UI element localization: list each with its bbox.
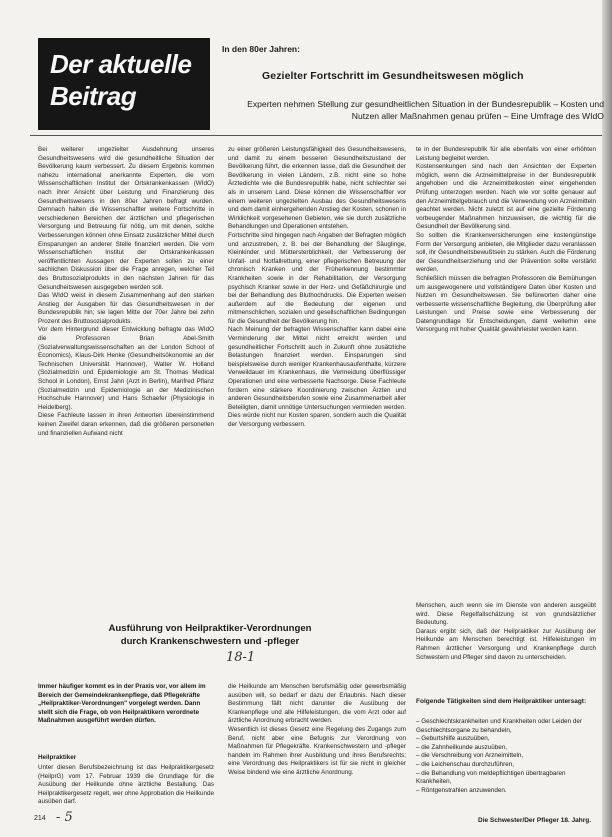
- column-1-text: Bei weiterer ungezielter Ausdehnung unseres Gesundheitswesens wird die gesundheitliche Situation der Bevölkerung kaum verbessert. Zu diesem Ergebnis kommen nahezu international anerkannte Experten, die vom Wissenschaftlichen Institut der Ortskrankenkassen (WIdO) nach ihrer Ansicht über Leistung und Finanzierung des Gesundheitswesens in den 80er Jahren befragt wurden. Demnach halten die Wissenschaftler weitere Fortschritte in verschiedenen Bereichen der ärztlichen und pflegerischen Versorgung und Betreuung für nötig, um mit denen, solche Verbesserungen können ohne Einsatz zusätzlicher Mittel durch Einsparungen an anderer Stelle finanziert werden. Die vom Wissenschaftlichen Institut der Ortskrankenkassen veröffentlichten Aussagen der Experten sollen zu einer sachlichen Diskussion über die Frage anregen, welcher Teil des Bruttosozialprodukts in den nächsten Jahren für das Gesundheitswesen ausgegeben werden soll. Das WIdO weist in diesem Zusammenhang auf den starken Anstieg der Ausgaben für das Gesundheitswesen in der Bundesrepublik hin; sie lagen Mitte der 70er Jahre bei zehn Prozent des Bruttosozialprodukts. Vor dem Hintergrund dieser Entwicklung befragte das WIdO die Professoren Brian Abel-Smith (Sozialverwaltungswissenschaften an der London School of Economics), Klaus-Dirk Henke (Gesundheitsökonomie an der Technischen Universität Hannover), Walter W. Holland (Sozialmedizin und Epidemiologie am St. Thomas Medical School in London), Ernst Jahn (Arzt in Berlin), Manfred Pflanz (Sozialmedizin und Epidemiologie an der Medizinischen Hochschule Hannover) und Hans Schaefer (Physiologie in Heidelberg). Diese Fachleute lassen in ihren Antworten übereinstimmend keinen Zweifel daran erkennen, daß die größeren personellen und finanziellen Aufwand nicht: [38, 146, 214, 437]
- column-3-text: te in der Bundesrepublik für alle ebenfalls von einer erhöhten Leistung begleitet werden. Kostensenkungen sind nach den Ansichten der Experten möglich, wenn die Arzneimittelpreise in der Bundesrepublik angehoben und die Arzneimittelkosten einer eingehenden Prüfung unterzogen werden. Nach wie vor sollte genauer auf den Arzneimittelgebrauch und die Verwendung von Arzneimitteln geachtet werden. Nicht zuletzt ist auf eine gezielte Förderung vorbeugender Maßnahmen hinzuweisen, die wichtig für die Gesundheit der Bevölkerung sind. So sollten die Krankenversicherungen eine kostengünstige Form der Versorgung anbieten, die Mitglieder dazu veranlassen soll, ihr Gesundheitsbewußtsein zu stärken. Auch die Förderung der Gesundheitserziehung und der Prävention sollte verstärkt werden. Schließlich müssen die befragten Professoren die Bemühungen um ausgewogenere und vollständigere Daten über Kosten und Nutzen im Gesundheitswesen. Sie befürworten daher eine verbesserte wissenschaftliche Begleitung, die Überprüfung aller Leistungen und Preise sowie eine Verbesserung der Datengrundlage für Entscheidungen, damit weiterhin eine Versorgung mit hoher Qualität gewährleistet werden kann.: [416, 146, 596, 334]
- page-edge-shadow: [602, 0, 612, 837]
- article2-intro: Immer häufiger kommt es in der Praxis vor, vor allem im Bereich der Gemeindekrankenpflege, daß Pflegekräfte „Heilpraktiker-Verordnungen" vorgelegt werden. Dann stellt sich die Frage, ob von Heilpraktikern verordnete Maßnahmen ausgeführt werden dürfen.: [38, 683, 206, 725]
- list-item: – Geschlechtskrankheiten und Krankheiten oder Leiden der Geschlechtsorgane zu behandeln,: [416, 718, 582, 734]
- article2-column-3: [416, 602, 596, 688]
- list-item: – die Zahnheilkunde auszuüben,: [416, 743, 508, 751]
- section-logo: [38, 38, 210, 130]
- list-item: – die Leichenschau durchzuführen,: [416, 760, 515, 768]
- article2-column-2-text: die Heilkunde am Menschen berufsmäßig oder gewerbsmäßig ausüben will, so bedarf er dazu der Erlaubnis. Nach dieser Bestimmung fällt nicht darunter die Ausübung der Krankenpflege und alle Hilfeleistungen, die vom Arzt oder auf ärztliche Anordnung erbracht werden. Wesentlich ist dieses Gesetz eine Regelung des Zugangs zum Beruf, nicht aber eine Befugnis zur Verordnung von Maßnahmen für Pflegekräfte. Krankenschwestern und -pfleger handeln im Rahmen ihrer Ausbildung und ihres Berufsrechts; eine Verordnung des Heilpraktikers ist für sie nicht in gleicher Weise bindend wie eine ärztliche Anordnung.: [228, 683, 406, 776]
- kicker: In den 80er Jahren:: [222, 44, 300, 54]
- divider: [30, 135, 602, 136]
- article-column-1: [38, 146, 214, 576]
- footer: Die Schwester/Der Pfleger 18. Jahrg.: [478, 817, 592, 824]
- list-item: – die Verschreibung von Arzneimitteln,: [416, 752, 524, 760]
- list-item: – die Behandlung von meldepflichtigen übertragbaren Krankheiten,: [416, 769, 566, 786]
- subhead: Heilpraktiker: [38, 754, 77, 761]
- article2-title: Ausführung von Heilpraktiker-Verordnungen durch Krankenschwestern und -pfleger: [108, 623, 312, 647]
- column-2-text: zu einer größeren Leistungsfähigkeit des Gesundheitswesens, und damit zu einem besseren Gesundheitszustand der Bevölkerung führt, die erkennen lasse, daß die Gesundheit der Bevölkerung in vielen Ländern, z.B. nicht eine so hohe Ärztedichte wie die Bundesrepublik habe, nicht schlechter sei als in unserem Land. Diese können die Wissenschaftler vor einem weiteren ungezielten Ausbau des Gesundheitswesens und dem damit einhergehenden Anstieg der Kosten, schonen in Wirklichkeit vorgesehenen Gebieten, wie sie durch zusätzliche Behandlungen und Operationen entstehen. Fortschritte sind hingegen nach Angaben der Befragten möglich und anzustreben, z. B. bei der Behandlung der Säuglinge, Kleinkinder und Müttersterblichkeit, der Verbesserung der Unfall- und Notfallrettung, einer pflegerischen Betreuung der chronisch Kranken und der Früherkennung bestimmter Krankheiten sowie in der Rehabilitation, der Versorgung psychisch Kranker sowie in der Herz- und Gefäßchirurgie und bei der Behandlung des Bluthochdrucks. Die Experten weisen außerdem auf die Bedeutung der eigenen und mitmenschlichen, sozialen und gesellschaftlichen Bedingungen für die Gesundheit der Bevölkerung hin. Nach Meinung der befragten Wissenschaftler kann dabei eine Verminderung der Mittel nicht erreicht werden und gesundheitlicher Fortschritt auch in Zukunft ohne zusätzliche Belastungen finanziert werden. Einsparungen sind beispielsweise durch weniger Krankenhausaufenthalte, kürzere Verweildauer im Krankenhaus, die Vermeidung überflüssiger Operationen und eine verbesserte Nachsorge. Diese Fachleute fordern eine stärkere Koordinierung zwischen Ärzten und anderen Gesundheitsberufen sowie eine Zusammenarbeit aller Beteiligten, damit unnötige Untersuchungen vermieden werden. Dies würde nicht nur Kosten sparen, sondern auch die Qualität der Versorgung verbessern.: [228, 146, 406, 428]
- article2-column-1-text: Unter diesen Berufsbezeichnung ist das Heilpraktikergesetz (HeilprG) vom 17. Februar 1939 die Grundlage für die Ausübung der Heilkunde ohne ärztliche Bestallung. Das Heilpraktikergesetz regelt, wer ohne Approbation die Heilkunde ausüben darf.: [38, 764, 214, 806]
- handwritten-mark: 18-1: [226, 650, 256, 665]
- article-column-2: [228, 146, 406, 584]
- tasks-title: Folgende Tätigkeiten sind dem Heilpraktiker untersagt:: [416, 698, 587, 705]
- task-list: [416, 718, 596, 795]
- pencil-mark: - 5: [56, 810, 73, 825]
- article-column-3: [416, 146, 596, 590]
- headline: Gezielter Fortschritt im Gesundheitswesen möglich: [262, 70, 524, 82]
- page-number: 214: [34, 815, 46, 822]
- list-item: – Geburtshilfe auszuüben,: [416, 735, 490, 743]
- deck: Experten nehmen Stellung zur gesundheitlichen Situation in der Bundesrepublik – Kosten und Nutzen aller Maßnahmen genau prüfen – Eine Umfrage des WIdO: [247, 99, 604, 121]
- list-item: – Röntgenstrahlen anzuwenden.: [416, 786, 507, 794]
- logo-line-2: Beitrag: [50, 81, 137, 111]
- article2-column-3-text: Menschen, auch wenn sie im Dienste von anderen ausgeübt wird. Diese Regelfallschätzung ist von grundsätzlicher Bedeutung. Daraus ergibt sich, daß der Heilpraktiker zur Ausübung der Heilkunde am Menschen berechtigt ist. Hilfeleistungen im Rahmen ärztlicher Versorgung und Krankenpflege durch Schwestern und Pfleger sind davon zu unterscheiden.: [416, 602, 596, 661]
- logo-line-1: Der aktuelle: [50, 49, 192, 79]
- article2-column-2: [228, 683, 406, 823]
